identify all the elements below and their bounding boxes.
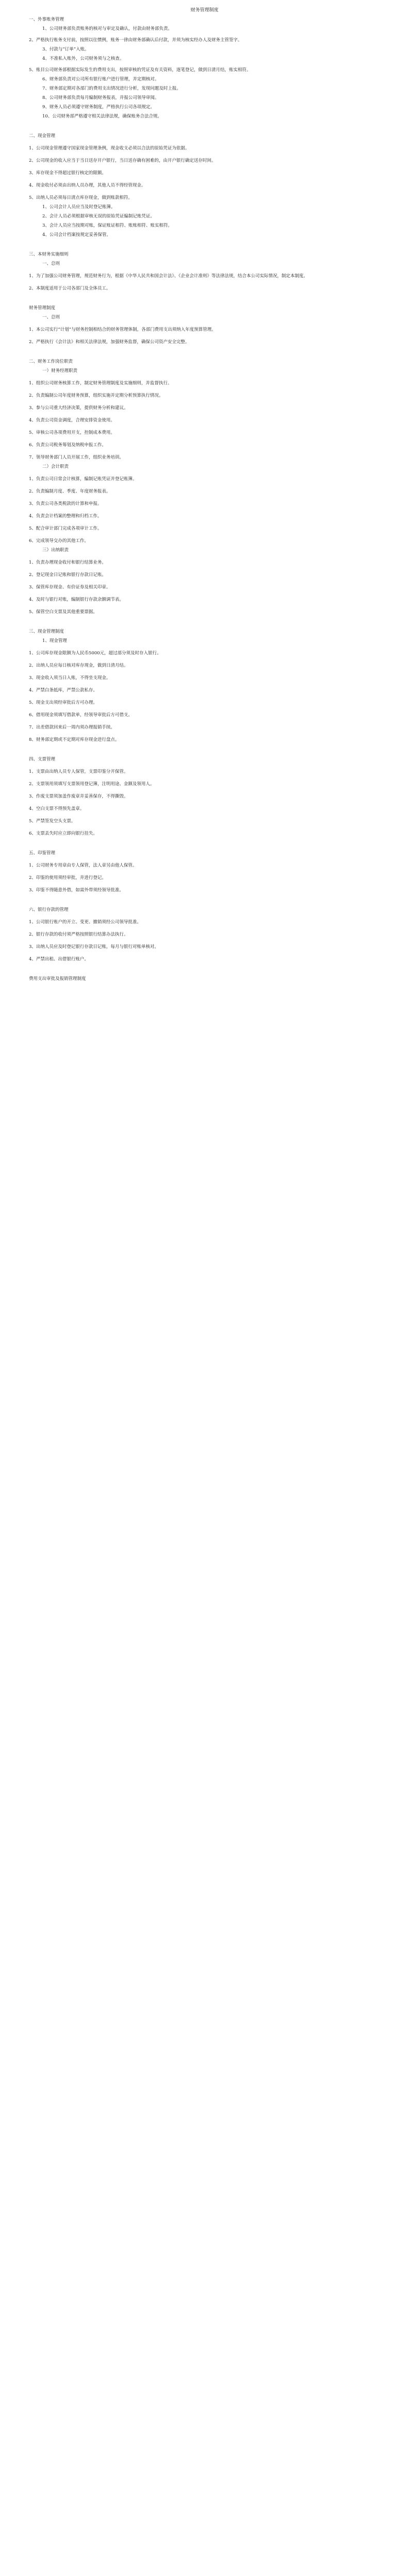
list-item: 7、财务部定期对各部门的费用支出情况进行分析，发现问题及时上报。 bbox=[42, 86, 181, 91]
list-item: 3、作废支票须加盖作废章并妥善保存，不得撕毁。 bbox=[29, 794, 128, 799]
list-item: 4、空白支票不得预先盖章。 bbox=[29, 806, 85, 811]
section-title-4: 财务管理制度 bbox=[29, 306, 56, 311]
paragraph: 1、公司现金管理遵守国家现金管理条例，现金收支必须以合法的原始凭证为依据。 bbox=[29, 146, 190, 151]
section-2-paragraphs bbox=[15, 145, 394, 201]
list-item: 6、支票丢失时应立即向银行挂失。 bbox=[29, 831, 97, 836]
list-item: 3、保管库存现金、有价证券及相关印章。 bbox=[29, 585, 111, 590]
paragraph: 2、公司现金的收入应当于当日送存开户银行，当日送存确有困难的，由开户银行确定送存时间。 bbox=[29, 158, 216, 163]
list-item: 3、付款与“订单”入账。 bbox=[42, 47, 89, 52]
list-item: 2、支票领用须填写支票领用登记簿，注明用途、金额及领用人。 bbox=[29, 782, 155, 787]
list-item: 4、负责公司资金调度，合理安排资金使用。 bbox=[29, 418, 115, 423]
section-heading-1: 一、外事账务管理 bbox=[29, 17, 64, 22]
list-item: 1、公司财务部负责账务的核对与审定及确认，付款由财务部负责。 bbox=[42, 26, 172, 31]
list-item: 6、负责公司税务筹划及纳税申报工作。 bbox=[29, 443, 106, 448]
subheading: 一）财务经理职责 bbox=[42, 368, 78, 374]
list-item: 4、公司会计档案按规定妥善保管。 bbox=[42, 232, 111, 238]
list-item: 6、财务部负责对公司所有银行账户进行管理，并定期核对。 bbox=[42, 77, 159, 82]
list-item: 4、及时与银行对账，编制银行存款余额调节表。 bbox=[29, 597, 124, 602]
list-item: 2、会计人员必须根据审核无误的原始凭证编制记账凭证。 bbox=[42, 214, 155, 219]
paragraph: 4、现金收付必须由出纳人员办理，其他人员不得经管现金。 bbox=[29, 183, 146, 188]
list-item: 7、领导财务部门人员开展工作，组织业务培训。 bbox=[29, 455, 124, 460]
paragraph: 5、出纳人员必须每日清点库存现金，做到账款相符。 bbox=[29, 195, 133, 200]
list-item: 9、财务人员必须遵守财务制度，严格执行公司各项规定。 bbox=[42, 105, 155, 110]
list-item: 1、公司银行账户的开立、变更、撤销须经公司领导批准。 bbox=[29, 920, 141, 925]
list-item: 2、严格执行账务支付前，按照以往惯例，账务一律由财务部确认后付款，并须为核实经办人及财务主管签字。 bbox=[29, 38, 242, 43]
section-9-list bbox=[15, 919, 394, 962]
list-item: 6、借用现金须填写借款单，经领导审批后方可借支。 bbox=[29, 713, 133, 718]
list-item: 4、负责会计档案的整理和归档工作。 bbox=[29, 514, 102, 519]
list-item: 3、印鉴不得随意外借，如需外带须经领导批准。 bbox=[29, 888, 124, 893]
list-item: 2、出纳人员应每日核对库存现金，做到日清月结。 bbox=[29, 663, 128, 668]
subheading: 一、总则 bbox=[42, 261, 60, 266]
list-item: 7、出差借款回来后一周内须办理报销手续。 bbox=[29, 725, 115, 730]
section-heading-5: 二、财务工作岗位职责 bbox=[29, 359, 73, 364]
section-1-list bbox=[15, 26, 394, 120]
list-item: 5、账目公司财务部根据实际发生的费用支出，按照审核的凭证及有关资料，逐笔登记，做到日清月结，账实相符。 bbox=[29, 67, 251, 73]
section-heading-3: 三、本财务实施细则 bbox=[29, 252, 69, 257]
section-6-list bbox=[15, 638, 394, 743]
list-item: 2、印鉴的使用须经审批，并进行登记。 bbox=[29, 875, 106, 880]
section-heading-9: 六、银行存款的管理 bbox=[29, 907, 69, 912]
list-item: 3、出纳人员应及时登记银行存款日记账，每月与银行对账单核对。 bbox=[29, 944, 159, 950]
section-heading-7: 四、支票管理 bbox=[29, 757, 56, 762]
list-item: 3、负责公司各类税款的计算和申报。 bbox=[29, 501, 102, 506]
list-item: 4、严禁白条抵库，严禁公款私存。 bbox=[29, 688, 97, 693]
list-item: 3、会计人员应当按期对账，保证账证相符、账账相符、账实相符。 bbox=[42, 223, 172, 228]
section-8-list bbox=[15, 862, 394, 893]
list-item: 8、公司财务部负责每月编制财务报表，并报公司领导审阅。 bbox=[42, 95, 159, 100]
list-item: 1、负责公司日常会计核算，编制记账凭证并登记账簿。 bbox=[29, 477, 137, 482]
paragraph: 1、为了加强公司财务管理，规范财务行为，根据《中华人民共和国会计法》、《企业会计准则》等法律法规，结合本公司实际情况，制定本制度。 bbox=[29, 274, 308, 279]
list-item: 5、配合审计部门完成各项审计工作。 bbox=[29, 526, 102, 531]
list-item: 8、财务部定期或不定期对库存现金进行盘点。 bbox=[29, 737, 120, 742]
list-item: 5、严禁签发空头支票。 bbox=[29, 819, 76, 824]
list-item: 1、支票由出纳人员专人保管，支票印鉴分开保管。 bbox=[29, 769, 128, 774]
section-5-list-2 bbox=[15, 464, 394, 544]
list-item: 5、保管空白支票及其他重要票据。 bbox=[29, 609, 97, 615]
list-item: 1、组织公司财务核算工作，制定财务管理制度及实施细则，并监督执行。 bbox=[29, 381, 172, 386]
list-item: 1、公司库存现金限额为人民币5000元，超过部分须及时存入银行。 bbox=[29, 651, 161, 656]
list-item: 1、负责办理现金收付和银行结算业务。 bbox=[29, 560, 106, 565]
list-item: 10、公司财务部严格遵守相关法律法规，确保账务合法合规。 bbox=[42, 114, 162, 119]
list-item: 4、严禁出租、出借银行账户。 bbox=[29, 957, 89, 962]
list-item: 1、公司会计人员应当及时登记账簿。 bbox=[42, 205, 116, 210]
section-2-list bbox=[15, 204, 394, 238]
list-item: 1、公司财务专用章由专人保管，法人章另由他人保管。 bbox=[29, 863, 137, 868]
list-item: 2、银行存款的收付须严格按照银行结算办法执行。 bbox=[29, 932, 128, 937]
section-3-body bbox=[15, 261, 394, 292]
list-item: 6、完成领导交办的其他工作。 bbox=[29, 538, 89, 544]
section-4-body bbox=[15, 314, 394, 345]
section-heading-2: 二、现金管理 bbox=[29, 133, 56, 139]
subheading: 一、总则 bbox=[42, 315, 60, 320]
subheading: 1、现金管理 bbox=[42, 638, 67, 643]
list-item: 3、现金收入须当日入账，不得坐支现金。 bbox=[29, 675, 111, 681]
paragraph: 2、本制度适用于公司各部门及全体员工。 bbox=[29, 286, 111, 291]
paragraph: 1、本公司实行“计划”与财务控制相结合的财务管理体制，各部门费用支出须纳入年度预算管理。 bbox=[29, 327, 216, 332]
subheading: 三）出纳职责 bbox=[42, 548, 69, 553]
list-item: 2、负责编制月度、季度、年度财务报表。 bbox=[29, 489, 111, 494]
section-5-list-3 bbox=[15, 547, 394, 615]
list-item: 5、现金支出须经审批后方可办理。 bbox=[29, 700, 97, 705]
section-heading-8: 五、印鉴管理 bbox=[29, 851, 56, 856]
section-5-list bbox=[15, 368, 394, 461]
list-item: 3、参与公司重大经济决策，提供财务分析和建议。 bbox=[29, 405, 128, 411]
list-item: 5、审核公司各项费用开支，控制成本费用。 bbox=[29, 430, 115, 435]
list-item: 2、登记现金日记账和银行存款日记账。 bbox=[29, 572, 106, 578]
section-heading-6: 三、现金管理制度 bbox=[29, 629, 64, 634]
footer-heading: 费用支出审批及报销管理制度 bbox=[29, 976, 86, 981]
list-item: 4、不准私入账外，公司财务须与之核查。 bbox=[42, 56, 124, 61]
section-7-list bbox=[15, 769, 394, 837]
subheading: 二）会计职责 bbox=[42, 464, 69, 469]
list-item: 2、负责编制公司年度财务预算，组织实施并定期分析预算执行情况。 bbox=[29, 393, 163, 398]
page-title: 财务管理制度 bbox=[190, 8, 219, 13]
paragraph: 2、严格执行《会计法》和相关法律法规，加强财务监督，确保公司资产安全完整。 bbox=[29, 340, 190, 345]
paragraph: 3、库存现金不得超过银行核定的限额。 bbox=[29, 171, 106, 176]
